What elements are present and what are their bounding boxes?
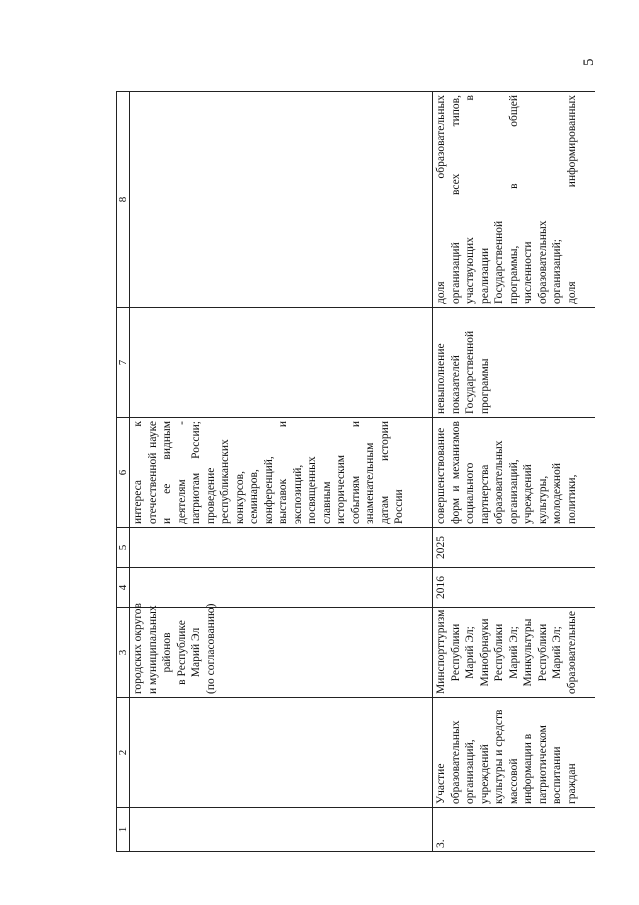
cell-line: Участие [435, 763, 447, 804]
cell-line: Минспорттуризм [435, 609, 447, 694]
cell-line: программы [478, 358, 491, 414]
row2-col2 [433, 698, 596, 808]
cell-line: районов [161, 632, 173, 673]
row2-col6 [433, 418, 596, 528]
cell-line: республиканских [219, 439, 231, 524]
cell-line: учреждений [478, 744, 491, 804]
cell-line: проведение [204, 467, 217, 524]
row2-col1: 3. [433, 808, 596, 852]
row1-col3 [130, 603, 433, 698]
cell-line: образовательных [536, 220, 549, 304]
page-number: 5 [581, 58, 597, 66]
cell-line: доля образовательных [435, 95, 447, 304]
row2-col8 [433, 92, 596, 308]
cell-line: патриотическом [536, 725, 549, 804]
row1-col5 [130, 528, 433, 568]
header-cell-2: 2 [117, 698, 130, 808]
cell-line: и ее видным [161, 421, 173, 524]
cell-line: реализации [478, 247, 491, 304]
cell-line: конкурсов, [233, 471, 246, 524]
cell-line: организаций; [551, 239, 563, 304]
cell-line: (по согласованию) [204, 603, 217, 694]
cell-line: посвященных [306, 456, 318, 524]
row1-col6 [130, 418, 433, 528]
cell-line: участвующих в [464, 95, 476, 304]
row1-col8 [130, 92, 433, 308]
cell-line: конференций, [262, 456, 275, 524]
cell-line: социального [464, 462, 476, 524]
cell-line: Минкультуры [522, 618, 534, 687]
cell-line: воспитании [551, 746, 563, 804]
cell-line: численности [522, 241, 534, 304]
cell-line: и муниципальных [146, 605, 159, 694]
cell-line: Марий Эл; [464, 626, 476, 679]
header-row [117, 92, 130, 852]
cell-line: семинаров, [248, 469, 260, 524]
row2-col7 [433, 308, 596, 418]
cell-line: политики, [565, 474, 578, 524]
cell-line: Государственной [493, 220, 505, 304]
cell-line: совершенствование [435, 427, 447, 524]
cell-line: интереса к [132, 421, 144, 524]
cell-line: доля информированных [565, 95, 578, 304]
cell-line: Марий Эл; [507, 626, 520, 679]
cell-line: России [393, 489, 405, 524]
cell-line: патриотам России; [190, 421, 202, 524]
row1-col1 [130, 808, 433, 852]
cell-line: образовательных [449, 720, 462, 804]
cell-line: в Республике [175, 620, 188, 685]
cell-line: датам истории [378, 421, 391, 524]
cell-line: показателей [449, 355, 462, 414]
row1-col2 [130, 698, 433, 808]
cell-line: городских округов [132, 603, 144, 694]
cell-line: программы, в общей [507, 95, 520, 304]
cell-line: историческим [335, 454, 347, 524]
program-table [116, 91, 595, 852]
cell-line: форм и механизмов [449, 421, 462, 524]
row2-col4: 2016 [433, 568, 596, 608]
cell-line: информации в [522, 733, 534, 804]
cell-line: образовательные [565, 611, 578, 694]
header-cell-3: 3 [117, 608, 130, 698]
row2-col5: 2025 [433, 528, 596, 568]
cell-line: Марий Эл; [551, 626, 563, 679]
cell-line: Минобрнауки [478, 618, 491, 687]
row2-col3 [433, 608, 596, 698]
row1-col4 [130, 568, 433, 608]
cell-line: славным [320, 481, 333, 524]
cell-line: партнерства [478, 464, 491, 524]
cell-line: Республики [493, 623, 505, 682]
cell-line: Марий Эл [190, 627, 202, 678]
cell-line: отечественной науке [146, 421, 159, 524]
cell-line: экспозиций, [291, 464, 304, 524]
cell-line: Республики [536, 623, 549, 682]
cell-line: массовой [507, 758, 520, 804]
cell-line: молодежной [551, 463, 563, 524]
cell-line: знаменательным [364, 442, 376, 524]
header-cell-4: 4 [117, 568, 130, 608]
cell-line: культуры и средств [493, 709, 505, 804]
cell-line: образовательных [493, 440, 505, 524]
cell-line: организаций всех типов, [449, 95, 462, 304]
cell-line: невыполнение [435, 343, 447, 414]
header-cell-8: 8 [117, 92, 130, 308]
cell-line: организаций, [507, 459, 520, 524]
header-cell-6: 6 [117, 418, 130, 528]
cell-line: культуры, [536, 475, 549, 524]
row1-col7 [130, 308, 433, 418]
table-row [433, 92, 596, 852]
cell-line: учреждений [522, 464, 534, 524]
cell-line: событиям и [349, 421, 362, 524]
header-cell-1: 1 [117, 808, 130, 852]
header-cell-5: 5 [117, 528, 130, 568]
header-cell-7: 7 [117, 308, 130, 418]
rotated-table-container [116, 92, 614, 852]
cell-line: Государственной [464, 330, 476, 414]
cell-line: деятелям - [175, 421, 188, 524]
cell-line: выставок и [277, 421, 289, 524]
cell-line: граждан [565, 763, 578, 804]
cell-line: организаций, [464, 739, 476, 804]
table-row [130, 92, 433, 852]
cell-line: Республики [449, 623, 462, 682]
